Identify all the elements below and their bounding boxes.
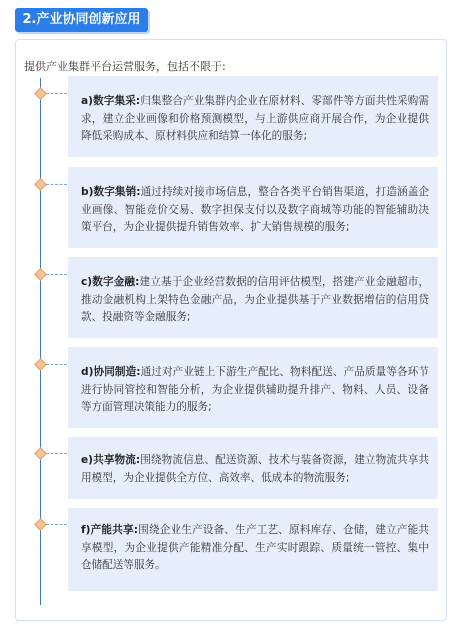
timeline-connector <box>46 364 67 365</box>
timeline-connector <box>46 93 67 94</box>
service-item-body: 围绕企业生产设备、生产工艺、原料库存、仓储，建立产能共享模型，为企业提供产能精准分配、生产实时跟踪、质量统一管控、集中仓储配送等服务。 <box>81 524 430 571</box>
service-item-heading: c)数字金融: <box>81 276 140 288</box>
service-item-text <box>81 93 429 146</box>
service-item-heading: f)产能共享: <box>81 524 138 536</box>
service-item-heading: e)共享物流: <box>81 454 141 466</box>
timeline-connector <box>46 184 67 185</box>
timeline-connector <box>46 453 67 454</box>
section-title: 2.产业协同创新应用 <box>22 12 141 27</box>
service-item-text <box>81 274 429 327</box>
service-item-body: 归集整合产业集群内企业在原材料、零部件等方面共性采购需求，建立企业画像和价格预测模型，与上游供应商开展合作，为企业提供降低采购成本、原材料供应和结算一体化的服务; <box>81 95 430 142</box>
service-item-card <box>68 437 438 499</box>
service-item-card <box>68 508 438 591</box>
service-item-card <box>68 76 438 157</box>
service-item-card <box>68 167 438 248</box>
service-item-body: 通过持续对接市场信息，整合各类平台销售渠道，打造涵盖企业画像、智能竞价交易、数字担保支付以及数字商城等功能的智能辅助决策平台，为企业提供提升销售效率、扩大销售规模的服务; <box>81 186 429 233</box>
intro-text: 提供产业集群平台运营服务，包括不限于: <box>24 60 226 73</box>
service-item-card <box>68 347 438 428</box>
service-item-text <box>81 364 429 417</box>
service-item-text <box>81 184 429 237</box>
service-item-text <box>81 452 429 487</box>
service-item-body: 通过对产业链上下游生产配比、物料配送、产品质量等各环节进行协同管控和智能分析，为企业提供辅助提升排产、物料、人员、设备等方面管理决策能力的服务; <box>81 366 429 413</box>
service-item-body: 围绕物流信息、配送资源、技术与装备资源，建立物流共享共用模型，为企业提供全方位、高效率、低成本的物流服务; <box>81 454 430 484</box>
service-item-text <box>81 522 429 575</box>
section-title-tag <box>15 8 148 32</box>
timeline-connector <box>46 274 67 275</box>
service-item-body: 建立基于企业经营数据的信用评估模型，搭建产业金融超市，推动金融机构上架特色金融产品，为企业提供基于产业数据增信的信用贷款、投融资等金融服务; <box>81 276 430 323</box>
service-item-heading: d)协同制造: <box>81 366 141 378</box>
service-item-card <box>68 257 438 338</box>
service-item-heading: b)数字集销: <box>81 186 141 198</box>
timeline-connector <box>46 524 67 525</box>
service-item-heading: a)数字集采: <box>81 95 141 107</box>
